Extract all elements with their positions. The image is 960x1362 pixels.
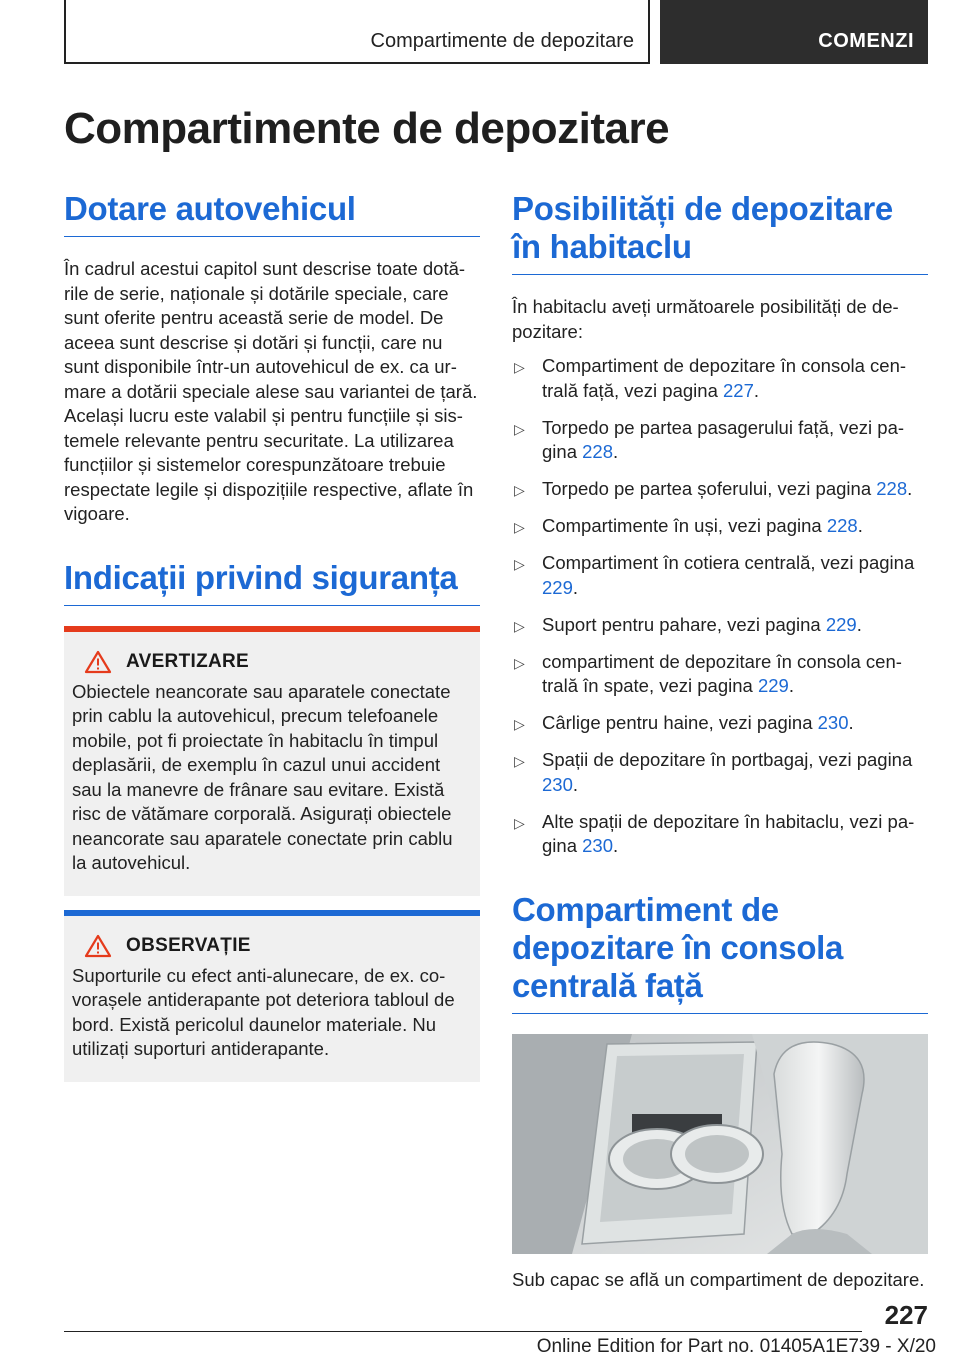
triangle-bullet-icon: ▷ (514, 814, 525, 831)
list-item: ▷ Compartimente în uși, vezi pagina 228. (512, 514, 928, 539)
list-item: ▷ Suport pentru pahare, vezi pagina 229. (512, 613, 928, 638)
heading-storage-options: Posibilități de depozitare în habitaclu (512, 190, 928, 275)
footer-divider (64, 1331, 862, 1332)
notice-triangle-icon (84, 934, 112, 958)
list-item: ▷ Torpedo pe partea șoferului, vezi pagina 228. (512, 477, 928, 502)
header-chapter-tab[interactable] (660, 0, 928, 64)
right-column (512, 190, 928, 1292)
triangle-bullet-icon: ▷ (514, 716, 525, 732)
storage-intro: În habitaclu aveți următoarele posibilități de depozitare: (512, 296, 899, 342)
list-item: ▷ Spații de depozitare în portbagaj, vezi pagina 230. (514, 749, 913, 795)
warning-box (64, 626, 480, 896)
list-item: ▷ Cârlige pentru haine, vezi pagina 230. (512, 711, 928, 736)
header-section-title: Compartimente de depozitare (370, 30, 634, 52)
triangle-bullet-icon: ▷ (514, 753, 525, 769)
page-link[interactable]: 228 (826, 515, 858, 536)
triangle-bullet-icon: ▷ (514, 556, 525, 572)
triangle-bullet-icon: ▷ (514, 482, 525, 498)
heading-safety-notes: Indicații privind siguranța (64, 559, 480, 606)
storage-options-list (512, 354, 928, 859)
list-item: ▷ Torpedo pe partea pasagerului față, vezi pagina 228. (514, 416, 905, 462)
page-link[interactable]: 230 (582, 835, 613, 856)
triangle-bullet-icon: ▷ (514, 420, 525, 437)
page-link[interactable]: 229 (757, 675, 789, 696)
page-link[interactable]: 230 (817, 712, 849, 733)
heading-vehicle-equipment: Dotare autovehicul (64, 190, 480, 237)
page-link[interactable]: 227 (723, 379, 754, 401)
warning-label: AVERTIZARE (126, 650, 249, 672)
warning-text: Obiectele neancorate sau aparatele conectate prin cablu la autovehicul, precum telefoanele mobile, pot fi proiectate în habitaclu în timpul deplasării, de exemplu în cazul unui accident sau la manevre de frânare sau evitare. Există risc de vătămare corporală. Asigurați obiectele neancorate sau aparatele conectate prin cablu la autovehicul. (72, 680, 453, 873)
warning-triangle-icon (84, 650, 112, 674)
page-link[interactable]: 228 (876, 478, 908, 499)
triangle-bullet-icon: ▷ (514, 519, 525, 535)
photo-caption: Sub capac se află un compartiment de depozitare. (512, 1268, 925, 1290)
list-item: ▷ Alte spații de depozitare în habitaclu, vezi pagina 230. (514, 810, 915, 856)
header-section-box (64, 0, 650, 64)
page-title: Compartimente de depozitare (64, 104, 670, 153)
center-console-photo (512, 1034, 928, 1254)
page-number: 227 (884, 1300, 928, 1330)
notice-box (64, 910, 480, 1082)
center-console-illustration (512, 1034, 928, 1254)
page-link[interactable]: 228 (582, 441, 613, 462)
notice-text: Suporturile cu efect anti-alunecare, de ex. covorașele antiderapante pot deteriora tabloul de bord. Există pericolul daunelor materiale. Nu utilizați suporturi antiderapante. (72, 964, 455, 1059)
page-link[interactable]: 229 (825, 613, 857, 635)
footer-edition: Online Edition for Part no. 01405A1E739 - X/20 (536, 1336, 936, 1357)
notice-label: OBSERVAȚIE (126, 934, 251, 956)
list-item: ▷ Compartiment în cotiera centrală, vezi pagina 229. (514, 552, 915, 598)
heading-front-console-storage: Compartiment de depozitare în consola centrală față (512, 891, 928, 1014)
page-link[interactable]: 230 (542, 773, 573, 795)
header-chapter-label: COMENZI (818, 30, 914, 52)
left-column (64, 190, 480, 1082)
triangle-bullet-icon: ▷ (514, 359, 525, 375)
vehicle-equipment-text: În cadrul acestui capitol sunt descrise toate dotările de serie, naționale și dotările speciale, care sunt oferite pentru această serie de model. De aceea sunt descrise și dotări și funcții, care nu sunt disponibile într-un autovehicul de ex. ca urmare a dotării speciale alese sau variantei de țară. Același lucru este valabil și pentru funcțiile și sistemele relevante pentru securitate. La utilizarea funcțiilor și sistemelor corespunzătoare trebuie respectate legile și dispozițiile respective, aflate în vigoare. (64, 258, 478, 524)
triangle-bullet-icon: ▷ (514, 654, 525, 671)
list-item: ▷ compartiment de depozitare în consola centrală în spate, vezi pagina 229. (514, 650, 902, 696)
triangle-bullet-icon: ▷ (514, 617, 525, 634)
page-header (64, 0, 928, 64)
page-link[interactable]: 229 (542, 576, 573, 598)
list-item: ▷ Compartiment de depozitare în consola centrală față, vezi pagina 227. (514, 355, 907, 401)
